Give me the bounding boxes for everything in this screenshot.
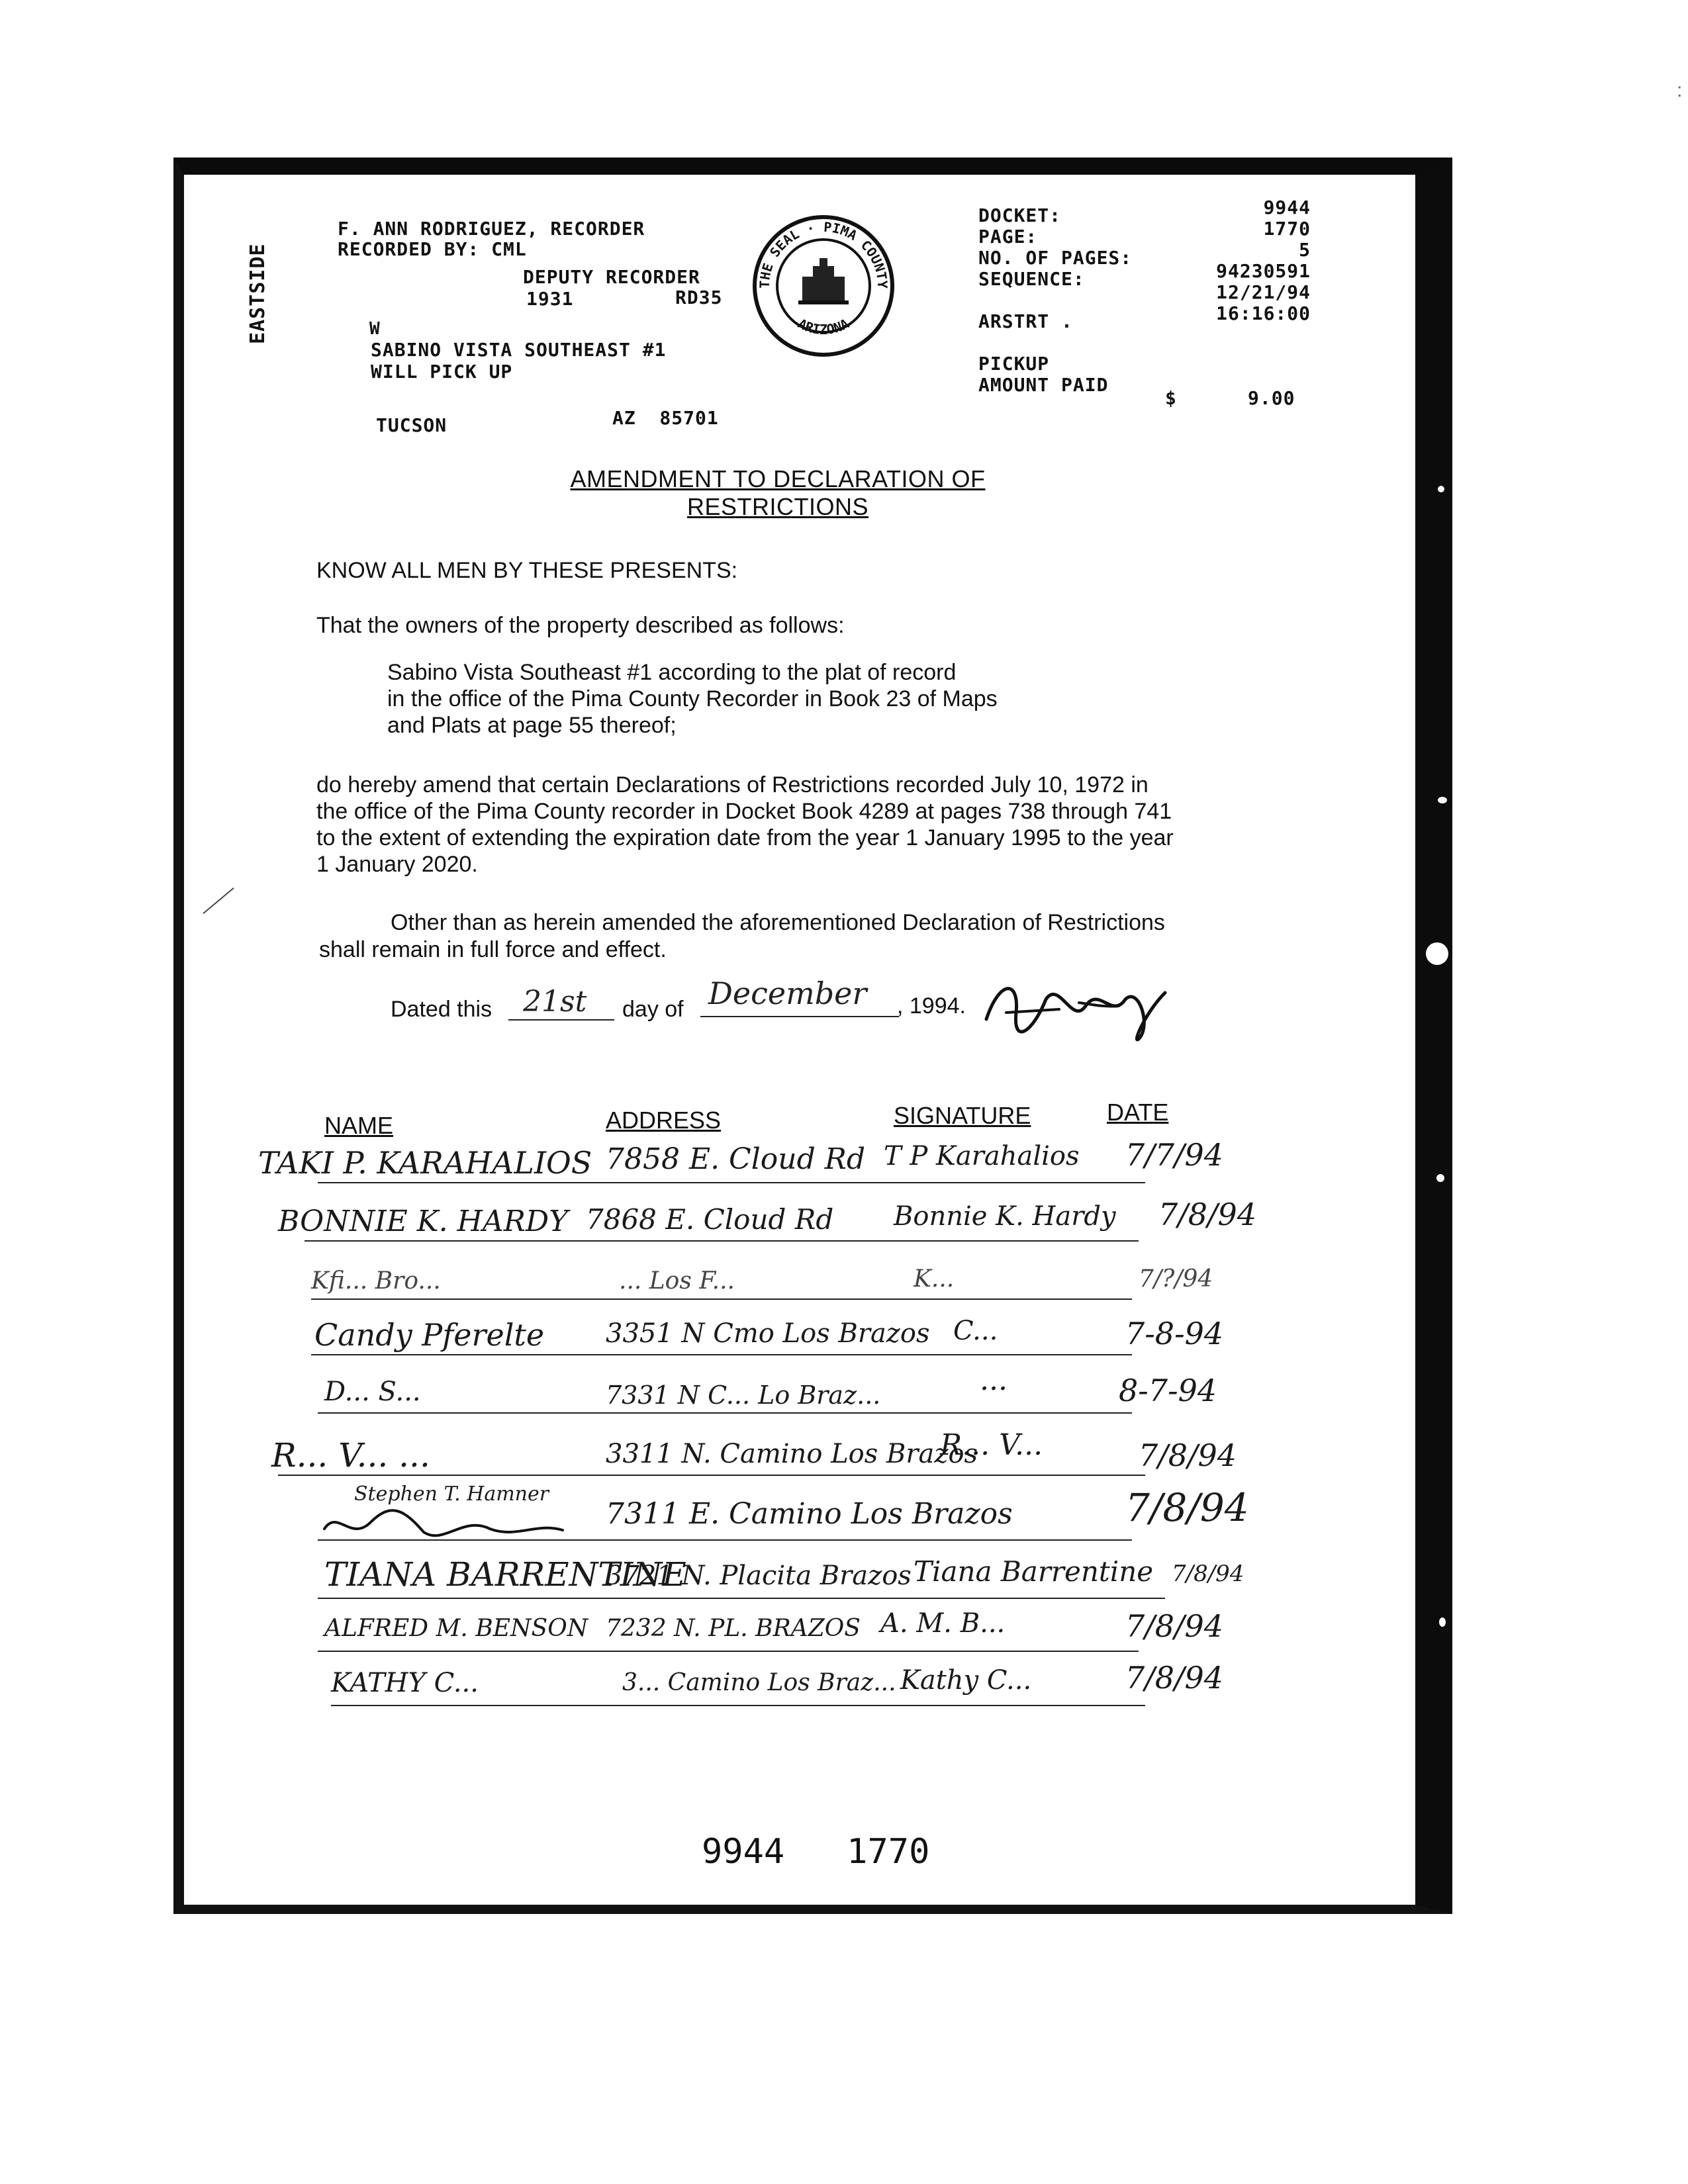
sequence-value: 94230591 bbox=[1216, 260, 1311, 282]
row-underline bbox=[318, 1651, 1139, 1652]
scan-speck bbox=[1426, 942, 1448, 965]
row-underline bbox=[278, 1475, 1145, 1476]
dated-signature bbox=[980, 973, 1178, 1046]
row-underline bbox=[305, 1240, 1139, 1242]
row-address: 3311 N. Camino Los Brazos bbox=[606, 1439, 978, 1469]
recorder-code-left: 1931 bbox=[526, 288, 574, 310]
docket-label: DOCKET: bbox=[978, 205, 1062, 226]
margin-mark: : bbox=[1677, 79, 1683, 101]
row-date: 7/8/94 bbox=[1172, 1561, 1244, 1587]
row-name: BONNIE K. HARDY bbox=[278, 1205, 569, 1238]
property-line-1: Sabino Vista Southeast #1 according to the plat of record bbox=[387, 660, 957, 685]
row-address: ... Los F... bbox=[619, 1267, 735, 1295]
row-date: 7/8/94 bbox=[1125, 1485, 1249, 1530]
header-address: ADDRESS bbox=[606, 1107, 722, 1134]
header-name: NAME bbox=[324, 1112, 394, 1139]
row-underline bbox=[318, 1539, 1132, 1541]
pages-count-value: 5 bbox=[1299, 239, 1311, 261]
row-address: 3351 N Cmo Los Brazos bbox=[606, 1318, 930, 1349]
row-signature: T P Karahalios bbox=[884, 1141, 1080, 1171]
addressee-line: SABINO VISTA SOUTHEAST #1 bbox=[371, 339, 667, 361]
row-date: 7/8/94 bbox=[1139, 1437, 1237, 1473]
row-underline bbox=[318, 1598, 1165, 1599]
recorder-name: F. ANN RODRIGUEZ, RECORDER bbox=[338, 218, 645, 240]
amount-paid-label: AMOUNT PAID bbox=[978, 374, 1109, 396]
blank-label bbox=[978, 290, 1132, 311]
page-label: PAGE: bbox=[978, 226, 1038, 248]
row-name: Stephen T. Hamner bbox=[354, 1482, 549, 1506]
amend-line-2: the office of the Pima County recorder in Docket Book 4289 at pages 738 through 741 bbox=[316, 799, 1172, 824]
row-name: TIANA BARRENTINE bbox=[324, 1555, 686, 1594]
row-signature: R... V... bbox=[940, 1428, 1043, 1462]
recorder-code-right: RD35 bbox=[675, 287, 723, 308]
arstrt-label: ARSTRT . bbox=[978, 310, 1073, 332]
row-name: Candy Pferelte bbox=[314, 1317, 545, 1353]
row-signature-scrawl bbox=[318, 1502, 569, 1549]
dated-day-blank bbox=[508, 1019, 614, 1021]
amend-line-4: 1 January 2020. bbox=[316, 852, 478, 877]
scan-speck bbox=[1438, 797, 1447, 803]
header-signature: SIGNATURE bbox=[894, 1102, 1031, 1129]
row-address: 7868 E. Cloud Rd bbox=[586, 1203, 834, 1236]
sequence-label: SEQUENCE: bbox=[978, 268, 1085, 290]
seal-text-top: THE SEAL · PIMA COUNTY bbox=[756, 218, 891, 289]
row-name: Kfi... Bro... bbox=[311, 1267, 441, 1295]
amount-paid-value: $ 9.00 bbox=[1165, 387, 1295, 409]
amend-line-3: to the extent of extending the expiration date from the year 1 January 1995 to the year bbox=[316, 825, 1174, 850]
amend-paragraph bbox=[316, 772, 1174, 878]
pages-count-label: NO. OF PAGES: bbox=[978, 247, 1133, 269]
state-zip-line: AZ 85701 bbox=[612, 407, 719, 429]
row-signature: ... bbox=[980, 1363, 1008, 1397]
document-title: AMENDMENT TO DECLARATION OF RESTRICTIONS bbox=[570, 465, 986, 520]
row-name: TAKI P. KARAHALIOS bbox=[258, 1145, 592, 1181]
header-date: DATE bbox=[1107, 1099, 1169, 1126]
record-time-value: 16:16:00 bbox=[1216, 302, 1311, 324]
row-underline bbox=[311, 1298, 1132, 1300]
row-date: 7-8-94 bbox=[1125, 1316, 1224, 1351]
row-name: R... V... ... bbox=[271, 1436, 430, 1475]
row-address: 7311 E. Camino Los Brazos bbox=[606, 1497, 1013, 1531]
row-underline bbox=[331, 1705, 1145, 1706]
pickup-label: PICKUP bbox=[978, 353, 1050, 375]
delivery-line: WILL PICK UP bbox=[371, 361, 513, 383]
row-address: 7232 N. PL. BRAZOS bbox=[606, 1615, 861, 1642]
eastside-stamp: EASTSIDE bbox=[246, 243, 269, 344]
row-signature: C... bbox=[953, 1316, 998, 1346]
scan-speck bbox=[1436, 1174, 1444, 1182]
row-signature: Bonnie K. Hardy bbox=[894, 1201, 1116, 1232]
row-signature: Tiana Barrentine bbox=[914, 1555, 1154, 1588]
owners-line: That the owners of the property described as follows: bbox=[316, 613, 845, 638]
row-date: 7/8/94 bbox=[1158, 1197, 1257, 1232]
dated-month: December bbox=[708, 976, 867, 1011]
row-date: 7/8/94 bbox=[1125, 1660, 1224, 1696]
page-value: 1770 bbox=[1263, 218, 1311, 240]
dated-year: , 1994. bbox=[897, 993, 966, 1019]
row-signature: Kathy C... bbox=[900, 1665, 1032, 1696]
amend-line-1: do hereby amend that certain Declarations of Restrictions recorded July 10, 1972 in bbox=[316, 772, 1149, 797]
dated-month-blank bbox=[700, 1016, 899, 1017]
scan-speck bbox=[1438, 486, 1444, 492]
deputy-recorder: DEPUTY RECORDER bbox=[523, 266, 700, 288]
intro-line: KNOW ALL MEN BY THESE PRESENTS: bbox=[316, 558, 738, 583]
seal-building-icon bbox=[798, 258, 849, 304]
row-signature: A. M. B... bbox=[880, 1608, 1006, 1639]
record-date-value: 12/21/94 bbox=[1216, 281, 1311, 303]
docket-value: 9944 bbox=[1263, 197, 1311, 218]
city-line: TUCSON bbox=[376, 414, 447, 436]
other-line-2: shall remain in full force and effect. bbox=[319, 937, 667, 962]
row-underline bbox=[311, 1354, 1132, 1355]
row-address: 7858 E. Cloud Rd bbox=[606, 1142, 866, 1176]
row-date: 7/7/94 bbox=[1125, 1137, 1224, 1173]
row-date: 7/8/94 bbox=[1125, 1608, 1224, 1644]
row-underline bbox=[318, 1182, 1145, 1183]
row-address: 3721 N. Placita Brazos bbox=[606, 1561, 912, 1591]
seal-text-bottom: ARIZONA bbox=[795, 315, 852, 338]
footer-number: 9944 1770 bbox=[702, 1832, 930, 1872]
docket-labels bbox=[978, 205, 1132, 396]
row-date: 8-7-94 bbox=[1119, 1373, 1217, 1408]
svg-text:ARIZONA bbox=[796, 316, 852, 338]
spacer-label bbox=[978, 332, 1132, 353]
dated-mid: day of bbox=[622, 997, 684, 1022]
w-mark: W bbox=[369, 319, 381, 339]
row-name: KATHY C... bbox=[331, 1668, 479, 1698]
scan-speck bbox=[1439, 1617, 1446, 1627]
dated-prefix: Dated this bbox=[391, 997, 492, 1022]
property-description bbox=[387, 659, 998, 739]
property-line-2: in the office of the Pima County Recorder in Book 23 of Maps bbox=[387, 686, 998, 711]
row-address: 3... Camino Los Braz... bbox=[622, 1669, 896, 1696]
property-line-3: and Plats at page 55 thereof; bbox=[387, 713, 677, 738]
other-line-1: Other than as herein amended the aforementioned Declaration of Restrictions bbox=[391, 910, 1165, 935]
recorder-block bbox=[338, 218, 645, 259]
row-underline bbox=[318, 1412, 1132, 1414]
row-name: ALFRED M. BENSON bbox=[324, 1615, 588, 1642]
row-date: 7/?/94 bbox=[1139, 1265, 1213, 1293]
recorded-by: RECORDED BY: CML bbox=[338, 238, 527, 260]
row-name: D... S... bbox=[324, 1377, 421, 1407]
row-signature: K... bbox=[914, 1265, 955, 1293]
dated-day: 21st bbox=[523, 985, 587, 1019]
county-seal bbox=[749, 210, 898, 361]
row-address: 7331 N C... Lo Braz... bbox=[606, 1381, 881, 1410]
docket-values bbox=[1152, 197, 1311, 324]
